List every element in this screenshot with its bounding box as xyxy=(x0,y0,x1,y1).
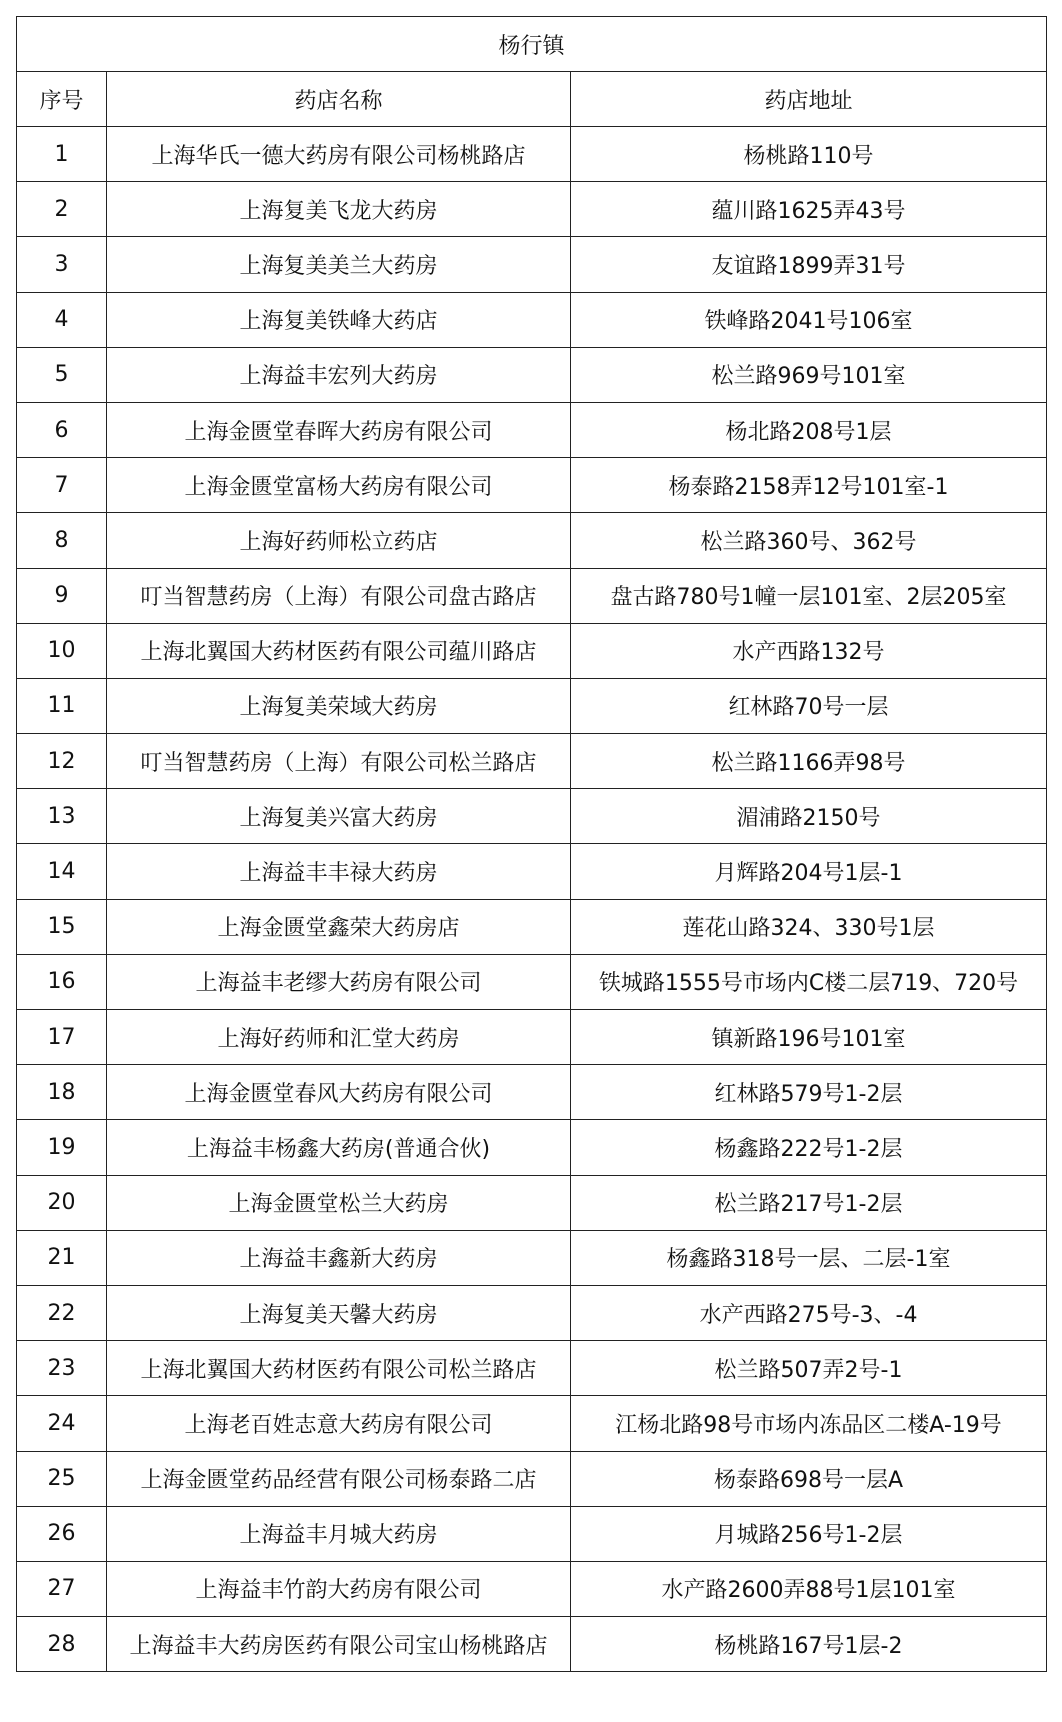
table-row xyxy=(17,789,1047,844)
pharmacy-name-cell: 上海益丰丰禄大药房 xyxy=(107,844,571,899)
table-row xyxy=(17,899,1047,954)
pharmacy-address-cell: 红林路70号一层 xyxy=(571,678,1047,733)
row-number-cell: 24 xyxy=(17,1396,107,1451)
row-number-cell: 16 xyxy=(17,954,107,1009)
table-row xyxy=(17,1010,1047,1065)
pharmacy-name-cell: 上海北翼国大药材医药有限公司蕴川路店 xyxy=(107,623,571,678)
pharmacy-name-cell: 上海金匮堂鑫荣大药房店 xyxy=(107,899,571,954)
pharmacy-name-cell: 叮当智慧药房（上海）有限公司盘古路店 xyxy=(107,568,571,623)
table-row xyxy=(17,513,1047,568)
table-row xyxy=(17,347,1047,402)
pharmacy-name-cell: 上海金匮堂松兰大药房 xyxy=(107,1175,571,1230)
row-number-cell: 22 xyxy=(17,1285,107,1340)
row-number-cell: 10 xyxy=(17,623,107,678)
row-number-cell: 20 xyxy=(17,1175,107,1230)
pharmacy-address-cell: 杨北路208号1层 xyxy=(571,402,1047,457)
row-number-cell: 13 xyxy=(17,789,107,844)
table-row xyxy=(17,1506,1047,1561)
table-row xyxy=(17,568,1047,623)
table-header-row xyxy=(17,72,1047,127)
row-number-cell: 26 xyxy=(17,1506,107,1561)
table-row xyxy=(17,954,1047,1009)
pharmacy-name-cell: 上海复美铁峰大药店 xyxy=(107,292,571,347)
pharmacy-address-cell: 月城路256号1-2层 xyxy=(571,1506,1047,1561)
table-row xyxy=(17,402,1047,457)
pharmacy-name-cell: 上海复美兴富大药房 xyxy=(107,789,571,844)
table-row xyxy=(17,292,1047,347)
table-row xyxy=(17,237,1047,292)
table-row xyxy=(17,127,1047,182)
pharmacy-address-cell: 莲花山路324、330号1层 xyxy=(571,899,1047,954)
pharmacy-address-cell: 松兰路507弄2号-1 xyxy=(571,1341,1047,1396)
row-number-cell: 15 xyxy=(17,899,107,954)
table-row xyxy=(17,1065,1047,1120)
table-row xyxy=(17,1120,1047,1175)
column-header-pharmacy-name: 药店名称 xyxy=(107,72,571,127)
pharmacy-address-cell: 湄浦路2150号 xyxy=(571,789,1047,844)
pharmacy-address-cell: 杨泰路2158弄12号101室-1 xyxy=(571,458,1047,513)
row-number-cell: 5 xyxy=(17,347,107,402)
pharmacy-address-cell: 铁峰路2041号106室 xyxy=(571,292,1047,347)
pharmacy-address-cell: 友谊路1899弄31号 xyxy=(571,237,1047,292)
pharmacy-address-cell: 松兰路1166弄98号 xyxy=(571,734,1047,789)
table-row xyxy=(17,1175,1047,1230)
table-row xyxy=(17,458,1047,513)
pharmacy-list-document xyxy=(16,16,1046,1672)
row-number-cell: 19 xyxy=(17,1120,107,1175)
row-number-cell: 17 xyxy=(17,1010,107,1065)
row-number-cell: 27 xyxy=(17,1561,107,1616)
pharmacy-address-cell: 杨桃路110号 xyxy=(571,127,1047,182)
pharmacy-name-cell: 上海好药师松立药店 xyxy=(107,513,571,568)
pharmacy-name-cell: 上海益丰宏列大药房 xyxy=(107,347,571,402)
pharmacy-address-cell: 杨桃路167号1层-2 xyxy=(571,1617,1047,1672)
pharmacy-address-cell: 月辉路204号1层-1 xyxy=(571,844,1047,899)
row-number-cell: 7 xyxy=(17,458,107,513)
pharmacy-name-cell: 上海金匮堂春风大药房有限公司 xyxy=(107,1065,571,1120)
pharmacy-address-cell: 杨泰路698号一层A xyxy=(571,1451,1047,1506)
pharmacy-name-cell: 上海老百姓志意大药房有限公司 xyxy=(107,1396,571,1451)
pharmacy-address-cell: 水产路2600弄88号1层101室 xyxy=(571,1561,1047,1616)
row-number-cell: 12 xyxy=(17,734,107,789)
pharmacy-name-cell: 上海华氏一德大药房有限公司杨桃路店 xyxy=(107,127,571,182)
pharmacy-name-cell: 上海好药师和汇堂大药房 xyxy=(107,1010,571,1065)
pharmacy-name-cell: 上海益丰老缪大药房有限公司 xyxy=(107,954,571,1009)
table-body xyxy=(17,127,1047,1672)
pharmacy-name-cell: 上海金匮堂药品经营有限公司杨泰路二店 xyxy=(107,1451,571,1506)
table-row xyxy=(17,182,1047,237)
pharmacy-address-cell: 盘古路780号1幢一层101室、2层205室 xyxy=(571,568,1047,623)
pharmacy-address-cell: 镇新路196号101室 xyxy=(571,1010,1047,1065)
pharmacy-address-cell: 江杨北路98号市场内冻品区二楼A-19号 xyxy=(571,1396,1047,1451)
pharmacy-address-cell: 杨鑫路318号一层、二层-1室 xyxy=(571,1230,1047,1285)
pharmacy-name-cell: 上海益丰月城大药房 xyxy=(107,1506,571,1561)
row-number-cell: 14 xyxy=(17,844,107,899)
pharmacy-address-cell: 蕴川路1625弄43号 xyxy=(571,182,1047,237)
pharmacy-address-cell: 松兰路217号1-2层 xyxy=(571,1175,1047,1230)
row-number-cell: 25 xyxy=(17,1451,107,1506)
table-row xyxy=(17,623,1047,678)
row-number-cell: 9 xyxy=(17,568,107,623)
table-title: 杨行镇 xyxy=(17,17,1047,72)
table-row xyxy=(17,678,1047,733)
column-header-pharmacy-address: 药店地址 xyxy=(571,72,1047,127)
column-header-number: 序号 xyxy=(17,72,107,127)
table-row xyxy=(17,1617,1047,1672)
pharmacy-table xyxy=(16,16,1047,1672)
pharmacy-name-cell: 上海益丰鑫新大药房 xyxy=(107,1230,571,1285)
table-row xyxy=(17,1230,1047,1285)
row-number-cell: 2 xyxy=(17,182,107,237)
pharmacy-name-cell: 上海北翼国大药材医药有限公司松兰路店 xyxy=(107,1341,571,1396)
table-title-row xyxy=(17,17,1047,72)
table-row xyxy=(17,1561,1047,1616)
pharmacy-name-cell: 上海复美飞龙大药房 xyxy=(107,182,571,237)
pharmacy-address-cell: 红林路579号1-2层 xyxy=(571,1065,1047,1120)
pharmacy-address-cell: 铁城路1555号市场内C楼二层719、720号 xyxy=(571,954,1047,1009)
table-row xyxy=(17,1285,1047,1340)
pharmacy-name-cell: 上海复美天馨大药房 xyxy=(107,1285,571,1340)
pharmacy-address-cell: 杨鑫路222号1-2层 xyxy=(571,1120,1047,1175)
row-number-cell: 28 xyxy=(17,1617,107,1672)
pharmacy-name-cell: 上海益丰竹韵大药房有限公司 xyxy=(107,1561,571,1616)
row-number-cell: 4 xyxy=(17,292,107,347)
table-row xyxy=(17,844,1047,899)
pharmacy-address-cell: 水产西路275号-3、-4 xyxy=(571,1285,1047,1340)
pharmacy-name-cell: 上海金匮堂春晖大药房有限公司 xyxy=(107,402,571,457)
row-number-cell: 23 xyxy=(17,1341,107,1396)
row-number-cell: 1 xyxy=(17,127,107,182)
row-number-cell: 3 xyxy=(17,237,107,292)
table-row xyxy=(17,1341,1047,1396)
row-number-cell: 8 xyxy=(17,513,107,568)
table-row xyxy=(17,734,1047,789)
pharmacy-name-cell: 叮当智慧药房（上海）有限公司松兰路店 xyxy=(107,734,571,789)
table-row xyxy=(17,1396,1047,1451)
row-number-cell: 18 xyxy=(17,1065,107,1120)
pharmacy-name-cell: 上海金匮堂富杨大药房有限公司 xyxy=(107,458,571,513)
pharmacy-name-cell: 上海复美美兰大药房 xyxy=(107,237,571,292)
pharmacy-address-cell: 松兰路360号、362号 xyxy=(571,513,1047,568)
pharmacy-name-cell: 上海复美荣域大药房 xyxy=(107,678,571,733)
pharmacy-name-cell: 上海益丰杨鑫大药房(普通合伙) xyxy=(107,1120,571,1175)
table-row xyxy=(17,1451,1047,1506)
pharmacy-name-cell: 上海益丰大药房医药有限公司宝山杨桃路店 xyxy=(107,1617,571,1672)
row-number-cell: 6 xyxy=(17,402,107,457)
pharmacy-address-cell: 水产西路132号 xyxy=(571,623,1047,678)
row-number-cell: 21 xyxy=(17,1230,107,1285)
pharmacy-address-cell: 松兰路969号101室 xyxy=(571,347,1047,402)
row-number-cell: 11 xyxy=(17,678,107,733)
